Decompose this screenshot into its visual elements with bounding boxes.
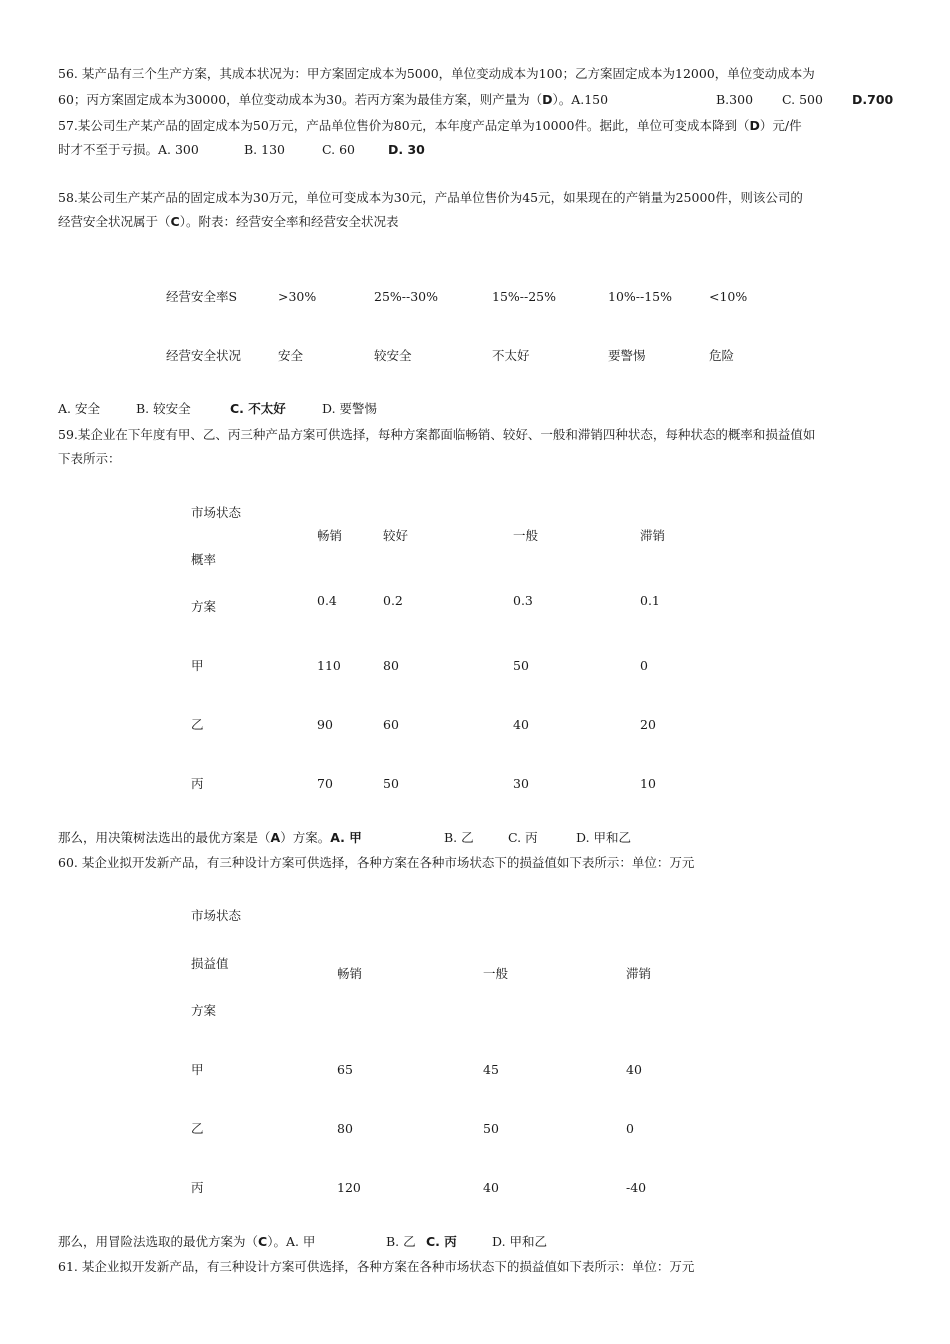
q59-row-3-name: 丙 xyxy=(191,776,204,791)
q60-opt-a: ）。A. 甲 xyxy=(267,1234,316,1249)
q61-line1: 61. 某企业拟开发新产品，有三种设计方案可供选择，各种方案在各种市场状态下的损益值如下表所示：单位：万元 xyxy=(58,1259,695,1274)
q59-row-2-name: 乙 xyxy=(191,717,204,732)
q57-stem: 57.某公司生产某产品的固定成本为50万元，产品单位售价为80元，本年度产品定单为10000件。据此，单位可变成本降到（ xyxy=(58,118,750,133)
q56-answer: D xyxy=(542,92,553,107)
q59-row-2-v1: 90 xyxy=(317,717,333,732)
q59-row-1-v1: 110 xyxy=(317,658,341,673)
q58-t-r1c1: 经营安全率S xyxy=(166,289,238,304)
q58-t-r1c2: >30% xyxy=(278,289,317,304)
q60-opt-d: D. 甲和乙 xyxy=(492,1234,548,1249)
q59-prob-2: 0.2 xyxy=(383,593,403,608)
q56-stem: 60；丙方案固定成本为30000，单位变动成本为30。若丙方案为最佳方案，则产量为（ xyxy=(58,92,543,107)
q59-state-4: 滞销 xyxy=(640,528,666,543)
q59-answer-stem: 那么，用决策树法选出的最优方案是（ xyxy=(58,830,271,845)
q59-row-3-v1: 70 xyxy=(317,776,333,791)
q58-t-r2c1: 经营安全状况 xyxy=(166,348,242,363)
q60-answer-stem: 那么，用冒险法选取的最优方案为（ xyxy=(58,1234,259,1249)
q60-state-2: 一般 xyxy=(483,966,509,981)
q59-answer-stem-end: ）方案。 xyxy=(280,830,331,845)
q59-header-plan: 方案 xyxy=(191,599,217,614)
q60-state-1: 畅销 xyxy=(337,966,363,981)
q60-row-1-v1: 65 xyxy=(337,1062,353,1077)
q59-row-1-name: 甲 xyxy=(191,658,204,673)
q58-stem-end: ）。附表：经营安全率和经营安全状况表 xyxy=(179,214,399,229)
q58-t-r1c3: 25%--30% xyxy=(374,289,439,304)
q60-row-2-v2: 50 xyxy=(483,1121,499,1136)
q60-header-value: 损益值 xyxy=(191,956,229,971)
q57-answer: D xyxy=(749,118,760,133)
q60-row-3-v3: -40 xyxy=(626,1180,647,1195)
q58-line1: 58.某公司生产某产品的固定成本为30万元，单位可变成本为30元，产品单位售价为45元，如果现在的产销量为25000件，则该公司的 xyxy=(58,190,803,205)
q58-t-r2c2: 安全 xyxy=(278,348,304,363)
q59-row-3-v2: 50 xyxy=(383,776,399,791)
q58-t-r2c6: 危险 xyxy=(709,348,735,363)
q57-line1 xyxy=(58,118,802,134)
q56-line2 xyxy=(58,92,608,108)
q58-t-r1c5: 10%--15% xyxy=(608,289,673,304)
q59-state-1: 畅销 xyxy=(317,528,343,543)
q59-header-prob: 概率 xyxy=(191,552,217,567)
q60-row-2-name: 乙 xyxy=(191,1121,204,1136)
q59-row-2-v3: 40 xyxy=(513,717,529,732)
q59-opt-d: D. 甲和乙 xyxy=(576,830,632,845)
q57-opt-d: D. 30 xyxy=(388,142,425,157)
q59-line1: 59.某企业在下年度有甲、乙、丙三种产品方案可供选择，每种方案都面临畅销、较好、一般和滞销四种状态，每种状态的概率和损益值如 xyxy=(58,427,816,442)
q56-opt-d: D.700 xyxy=(852,92,894,107)
q59-header-market: 市场状态 xyxy=(191,505,242,520)
q60-row-2-v3: 0 xyxy=(626,1121,634,1136)
q59-row-2-v4: 20 xyxy=(640,717,656,732)
q58-line2 xyxy=(58,214,398,230)
q58-opt-c: C. 不太好 xyxy=(230,401,286,416)
q58-t-r2c5: 要警惕 xyxy=(608,348,646,363)
q60-state-3: 滞销 xyxy=(626,966,652,981)
q59-line2: 下表所示： xyxy=(58,451,121,466)
q59-prob-4: 0.1 xyxy=(640,593,660,608)
q58-opt-b: B. 较安全 xyxy=(136,401,191,416)
q58-t-r2c4: 不太好 xyxy=(492,348,530,363)
q60-row-2-v1: 80 xyxy=(337,1121,353,1136)
q60-row-1-name: 甲 xyxy=(191,1062,204,1077)
q60-header-market: 市场状态 xyxy=(191,908,242,923)
q59-answer-line xyxy=(58,830,362,846)
q60-row-3-v1: 120 xyxy=(337,1180,361,1195)
q59-state-3: 一般 xyxy=(513,528,539,543)
q58-t-r1c6: <10% xyxy=(709,289,748,304)
q57-stem-end: ）元/件 xyxy=(759,118,802,133)
q59-row-1-v4: 0 xyxy=(640,658,648,673)
q59-opt-a: A. 甲 xyxy=(330,830,362,845)
q59-row-1-v2: 80 xyxy=(383,658,399,673)
q58-t-r2c3: 较安全 xyxy=(374,348,412,363)
q56-opt-c: C. 500 xyxy=(782,92,823,107)
q56-line1: 56. 某产品有三个生产方案，其成本状况为：甲方案固定成本为5000，单位变动成本为100；乙方案固定成本为12000，单位变动成本为 xyxy=(58,66,815,81)
q57-opt-c: C. 60 xyxy=(322,142,355,157)
q57-opt-b: B. 130 xyxy=(244,142,285,157)
q57-opt-a: 时才不至于亏损。A. 300 xyxy=(58,142,199,157)
q59-prob-3: 0.3 xyxy=(513,593,533,608)
q59-row-2-v2: 60 xyxy=(383,717,399,732)
q58-t-r1c4: 15%--25% xyxy=(492,289,557,304)
q58-opt-d: D. 要警惕 xyxy=(322,401,378,416)
q60-row-3-name: 丙 xyxy=(191,1180,204,1195)
q58-stem: 经营安全状况属于（ xyxy=(58,214,171,229)
q60-answer: C xyxy=(258,1234,268,1249)
q60-opt-b: B. 乙 xyxy=(386,1234,416,1249)
q60-row-1-v2: 45 xyxy=(483,1062,499,1077)
q58-opt-a: A. 安全 xyxy=(58,401,100,416)
q59-answer: A xyxy=(270,830,281,845)
q59-row-1-v3: 50 xyxy=(513,658,529,673)
q59-row-3-v4: 10 xyxy=(640,776,656,791)
q59-row-3-v3: 30 xyxy=(513,776,529,791)
q60-line1: 60. 某企业拟开发新产品，有三种设计方案可供选择，各种方案在各种市场状态下的损益值如下表所示：单位：万元 xyxy=(58,855,695,870)
q59-opt-c: C. 丙 xyxy=(508,830,538,845)
q60-header-plan: 方案 xyxy=(191,1003,217,1018)
q59-prob-1: 0.4 xyxy=(317,593,337,608)
q60-row-1-v3: 40 xyxy=(626,1062,642,1077)
q58-answer: C xyxy=(170,214,180,229)
q56-opt-a: ）。A.150 xyxy=(552,92,609,107)
q60-answer-line xyxy=(58,1234,315,1250)
q60-opt-c: C. 丙 xyxy=(426,1234,457,1249)
q59-state-2: 较好 xyxy=(383,528,409,543)
q59-opt-b: B. 乙 xyxy=(444,830,474,845)
q56-opt-b: B.300 xyxy=(716,92,754,107)
q60-row-3-v2: 40 xyxy=(483,1180,499,1195)
